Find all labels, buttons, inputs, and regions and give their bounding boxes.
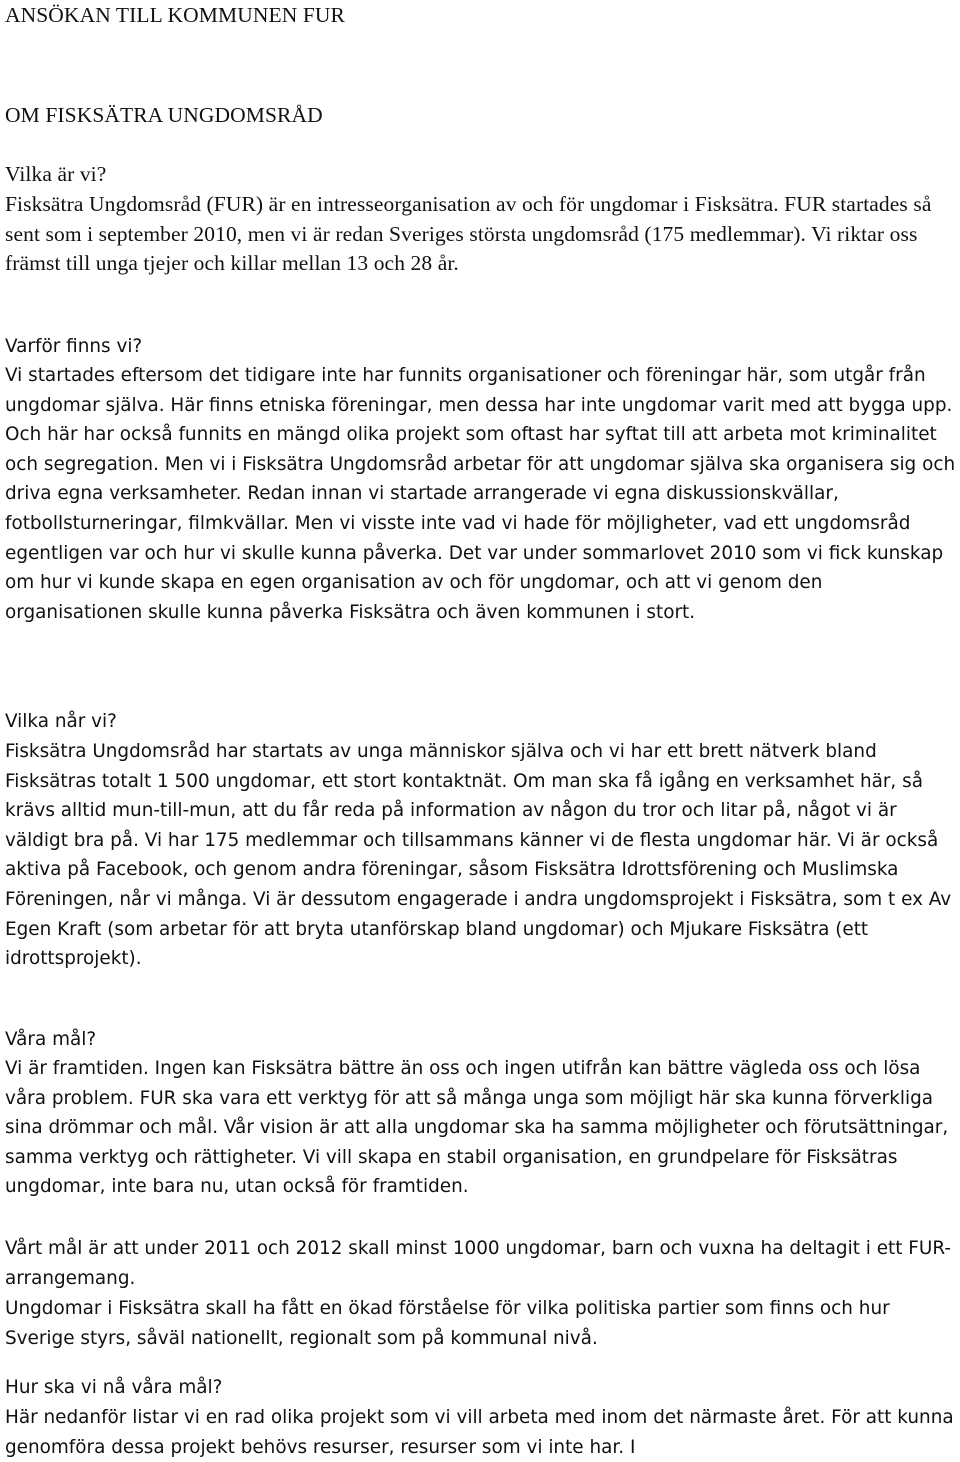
heading-hur-ska-vi-na-vara-mal: Hur ska vi nå våra mål? <box>5 1377 223 1398</box>
heading-vilka-nar-vi: Vilka når vi? <box>5 711 117 732</box>
heading-vara-mal: Våra mål? <box>5 1029 97 1050</box>
section-heading: OM FISKSÄTRA UNGDOMSRÅD <box>5 103 323 127</box>
heading-varfor-finns-vi: Varför finns vi? <box>5 336 143 357</box>
heading-vilka-ar-vi: Vilka är vi? <box>5 162 107 186</box>
paragraph-vilka-nar-vi: Fisksätra Ungdomsråd har startats av unga människor själva och vi har ett brett nätverk bland Fisksätras totalt 1 500 ungdomar, ett stort kontaktnät. Om man ska få igång en verksamhet här, så krävs alltid mun-till-mun, att du får reda på information av någon du tror och litar på, något vi är väldigt bra på. Vi har 175 medlemmar och tillsammans känner vi de flesta ungdomar här. Vi är också aktiva på Facebook, och genom andra föreningar, såsom Fisksätra Idrottsförening och Muslimska Föreningen, når vi många. Vi är dessutom engagerade i andra ungdomsprojekt i Fisksätra, som t ex Av Egen Kraft (som arbetar för att bryta utanförskap bland ungdomar) och Mjukare Fisksätra (ett idrottsprojekt). <box>5 741 952 970</box>
paragraph-varfor-finns-vi: Vi startades eftersom det tidigare inte har funnits organisationer och föreningar här, som utgår från ungdomar själva. Här finns etniska föreningar, men dessa har inte ungdomar varit med att bygga upp. Och här har också funnits en mängd olika projekt som oftast har syftat till att arbeta mot kriminalitet och segregation. Men vi i Fisksätra Ungdomsråd arbetar för att ungdomar själva ska organisera sig och driva egna verksamheter. Redan innan vi startade arrangerade vi egna diskussionskvällar, fotbollsturneringar, filmkvällar. Men vi visste inte vad vi hade för möjligheter, vad ett ungdomsråd egentligen var och hur vi skulle kunna påverka. Det var under sommarlovet 2010 som vi fick kunskap om hur vi kunde skapa en egen organisation av och för ungdomar, och att vi genom den organisationen skulle kunna påverka Fisksätra och även kommunen i stort. <box>5 365 956 623</box>
paragraph-vara-mal-2: Vårt mål är att under 2011 och 2012 skall minst 1000 ungdomar, barn och vuxna ha deltagit i ett FUR-arrangemang. <box>5 1238 951 1289</box>
document-title: ANSÖKAN TILL KOMMUNEN FUR <box>5 3 345 27</box>
paragraph-vara-mal-3: Ungdomar i Fisksätra skall ha fått en ökad förståelse för vilka politiska partier som finns och hur Sverige styrs, såväl nationellt, regionalt som på kommunal nivå. <box>5 1298 890 1349</box>
paragraph-hur-ska-vi-na-vara-mal: Här nedanför listar vi en rad olika projekt som vi vill arbeta med inom det närmaste året. För att kunna genomföra dessa projekt behövs resurser, resurser som vi inte har. I <box>5 1407 954 1458</box>
paragraph-vilka-ar-vi: Fisksätra Ungdomsråd (FUR) är en intresseorganisation av och för ungdomar i Fisksätra. FUR startades så sent som i september 2010, men vi är redan Sveriges största ungdomsråd (175 medlemmar). Vi riktar oss främst till unga tjejer och killar mellan 13 och 28 år. <box>5 192 932 276</box>
paragraph-vara-mal-1: Vi är framtiden. Ingen kan Fisksätra bättre än oss och ingen utifrån kan bättre vägleda oss och lösa våra problem. FUR ska vara ett verktyg för att så många unga som möjligt här ska kunna förverkliga sina drömmar och mål. Vår vision är att alla ungdomar ska ha samma möjligheter och förutsättningar, samma verktyg och rättigheter. Vi vill skapa en stabil organisation, en grundpelare för Fisksätras ungdomar, inte bara nu, utan också för framtiden. <box>5 1058 949 1198</box>
